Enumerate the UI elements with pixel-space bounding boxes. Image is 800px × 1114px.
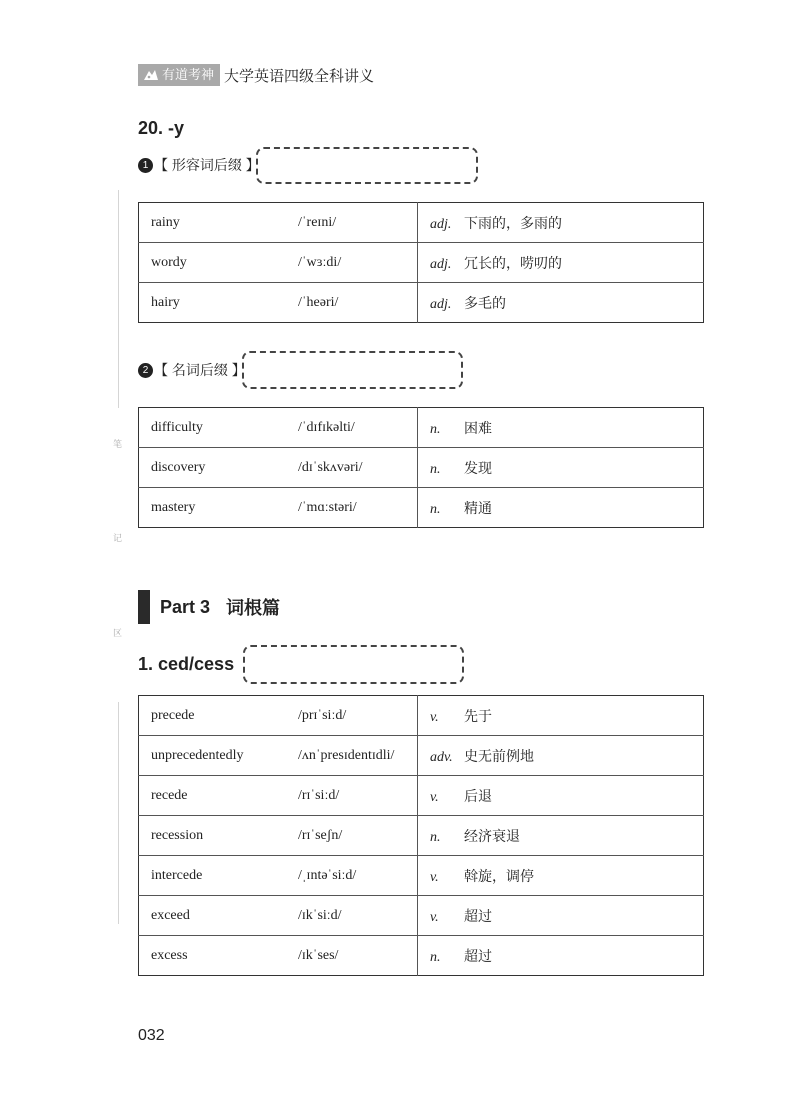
side-note-char: 笔 xyxy=(113,440,123,450)
part-of-speech: v. xyxy=(430,909,439,925)
page-number: 032 xyxy=(138,1027,165,1044)
meaning-text: 史无前例地 xyxy=(464,748,534,765)
ipa-cell: /ɪkˈsiːd/ xyxy=(286,896,418,936)
table-row xyxy=(139,736,704,776)
word-cell: exceed xyxy=(139,896,287,936)
part-of-speech: adj. xyxy=(430,256,452,272)
meaning-text: 经济衰退 xyxy=(464,828,520,845)
ipa-cell: /ʌnˈpresɪdentɪdli/ xyxy=(286,736,418,776)
fill-in-blank-box[interactable] xyxy=(243,645,464,684)
part-of-speech: v. xyxy=(430,869,439,885)
meaning-cell xyxy=(418,203,704,243)
part-of-speech: v. xyxy=(430,789,439,805)
part-heading xyxy=(138,590,280,624)
table-row xyxy=(139,488,704,528)
word-cell: difficulty xyxy=(151,419,203,435)
fill-in-blank-box[interactable] xyxy=(256,147,478,184)
word-cell: mastery xyxy=(139,488,287,528)
meaning-cell xyxy=(418,736,704,776)
circled-number-icon: 1 xyxy=(138,158,153,173)
table-row xyxy=(139,408,704,448)
word-cell: hairy xyxy=(139,283,287,323)
table-row xyxy=(139,816,704,856)
brand-name: 有道考神 xyxy=(162,67,215,82)
meaning-text: 冗长的，唠叨的 xyxy=(464,255,562,272)
meaning-text: 发现 xyxy=(464,460,492,477)
vocab-table-root xyxy=(138,695,704,976)
side-rule-bottom xyxy=(118,702,119,924)
part-name: 词根篇 xyxy=(226,598,281,618)
section-title: 1. ced/cess xyxy=(138,654,235,674)
meaning-text: 困难 xyxy=(464,420,492,437)
meaning-cell xyxy=(418,936,704,976)
meaning-cell xyxy=(418,488,704,528)
meaning-cell xyxy=(418,448,704,488)
brand-badge xyxy=(138,64,220,86)
table-row xyxy=(139,936,704,976)
meaning-cell xyxy=(418,696,704,736)
table-row xyxy=(139,696,704,736)
part-of-speech: adv. xyxy=(430,749,453,765)
word-cell: rainy xyxy=(151,214,180,230)
ipa-cell: /ɪkˈses/ xyxy=(286,936,418,976)
book-title: 大学英语四级全科讲义 xyxy=(224,67,375,85)
vocab-table-adjective xyxy=(138,202,704,323)
meaning-text: 后退 xyxy=(464,788,492,805)
table-row xyxy=(139,283,704,323)
part-of-speech: n. xyxy=(430,829,441,845)
fill-in-blank-box[interactable] xyxy=(242,351,463,389)
meaning-text: 斡旋，调停 xyxy=(464,868,534,885)
word-cell: precede xyxy=(151,707,195,723)
subheading-noun-suffix xyxy=(138,360,246,380)
side-note-char: 记 xyxy=(113,534,123,544)
part-of-speech: n. xyxy=(430,421,441,437)
meaning-text: 超过 xyxy=(464,948,492,965)
table-row xyxy=(139,448,704,488)
meaning-text: 超过 xyxy=(464,908,492,925)
ipa-cell: /ˌɪntəˈsiːd/ xyxy=(286,856,418,896)
part-bar-marker xyxy=(138,590,150,624)
meaning-cell xyxy=(418,856,704,896)
part-of-speech: n. xyxy=(430,461,441,477)
ipa-cell: /prɪˈsiːd/ xyxy=(286,696,418,736)
word-cell: excess xyxy=(139,936,287,976)
word-cell: unprecedentedly xyxy=(139,736,287,776)
meaning-cell xyxy=(418,776,704,816)
vocab-table-noun xyxy=(138,407,704,528)
table-row xyxy=(139,203,704,243)
part-of-speech: v. xyxy=(430,709,439,725)
meaning-cell xyxy=(418,408,704,448)
part-label: Part 3 xyxy=(160,596,211,617)
meaning-text: 精通 xyxy=(464,500,492,517)
ipa-cell: /ˈwɜːdi/ xyxy=(286,243,418,283)
meaning-cell xyxy=(418,896,704,936)
section-title: 20. -y xyxy=(138,118,185,138)
word-cell: discovery xyxy=(139,448,287,488)
ipa-cell: /rɪˈsiːd/ xyxy=(286,776,418,816)
table-row xyxy=(139,856,704,896)
word-cell: recede xyxy=(139,776,287,816)
subheading-label: 【 形容词后缀 】 xyxy=(154,157,260,173)
subheading-label: 【 名词后缀 】 xyxy=(154,362,246,378)
ipa-cell: /dɪˈskʌvəri/ xyxy=(286,448,418,488)
part-of-speech: n. xyxy=(430,949,441,965)
meaning-cell xyxy=(418,816,704,856)
meaning-cell xyxy=(418,283,704,323)
meaning-text: 先于 xyxy=(464,708,492,725)
ipa-cell: /ˈdɪfɪkəlti/ xyxy=(286,408,418,448)
word-cell: wordy xyxy=(139,243,287,283)
part-of-speech: n. xyxy=(430,501,441,517)
side-note-char: 区 xyxy=(113,629,123,639)
meaning-text: 多毛的 xyxy=(464,295,506,312)
circled-number-icon: 2 xyxy=(138,363,153,378)
ipa-cell: /rɪˈseʃn/ xyxy=(286,816,418,856)
part-of-speech: adj. xyxy=(430,296,452,312)
page-header xyxy=(138,63,374,87)
side-rule-top xyxy=(118,190,119,408)
subheading-adjective-suffix xyxy=(138,155,260,175)
table-row xyxy=(139,243,704,283)
table-row xyxy=(139,896,704,936)
owl-logo-icon xyxy=(142,68,160,82)
ipa-cell: /ˈreɪni/ xyxy=(286,203,418,243)
part-of-speech: adj. xyxy=(430,216,452,232)
meaning-text: 下雨的，多雨的 xyxy=(464,215,562,232)
table-row xyxy=(139,776,704,816)
ipa-cell: /ˈmɑːstəri/ xyxy=(286,488,418,528)
word-cell: recession xyxy=(139,816,287,856)
ipa-cell: /ˈheəri/ xyxy=(286,283,418,323)
meaning-cell xyxy=(418,243,704,283)
word-cell: intercede xyxy=(139,856,287,896)
